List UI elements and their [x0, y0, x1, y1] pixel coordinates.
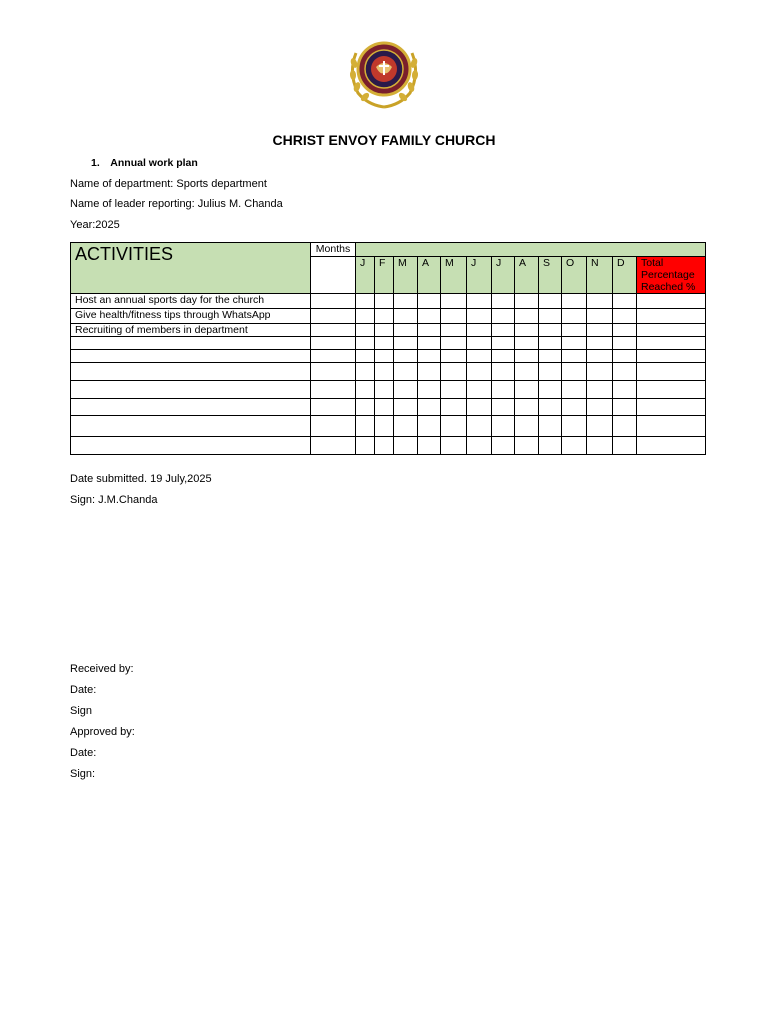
- total-cell: [637, 309, 706, 324]
- month-cell: [418, 381, 441, 399]
- month-cell: [375, 324, 394, 337]
- approved-date: Date:: [70, 747, 97, 759]
- activity-cell: Host an annual sports day for the church: [71, 294, 311, 309]
- months-header-band: [356, 243, 706, 257]
- total-cell: [637, 337, 706, 350]
- month-cell: [356, 437, 375, 455]
- month-cell: [441, 324, 467, 337]
- month-cell: [539, 416, 562, 437]
- month-cell: [492, 309, 515, 324]
- month-cell: [394, 337, 418, 350]
- activity-cell: [71, 350, 311, 363]
- month-cell: [394, 399, 418, 416]
- month-cell: [467, 437, 492, 455]
- received-by: Received by:: [70, 663, 134, 675]
- month-cell: [587, 363, 613, 381]
- month-header: O: [562, 257, 587, 294]
- table-row: [71, 350, 706, 363]
- months-cell: [311, 350, 356, 363]
- month-cell: [492, 294, 515, 309]
- month-cell: [418, 309, 441, 324]
- month-cell: [613, 363, 637, 381]
- month-cell: [613, 381, 637, 399]
- month-cell: [613, 337, 637, 350]
- month-cell: [467, 294, 492, 309]
- month-cell: [467, 324, 492, 337]
- month-cell: [587, 309, 613, 324]
- month-cell: [562, 437, 587, 455]
- table-row: [71, 309, 706, 324]
- activity-cell: [71, 381, 311, 399]
- month-cell: [587, 337, 613, 350]
- table-row: [71, 416, 706, 437]
- month-cell: [418, 363, 441, 381]
- activity-cell: [71, 337, 311, 350]
- date-submitted: Date submitted. 19 July,2025: [70, 473, 212, 485]
- section-title: Annual work plan: [110, 157, 198, 169]
- received-date: Date:: [70, 684, 97, 696]
- month-cell: [562, 399, 587, 416]
- table-row: [71, 337, 706, 350]
- month-header: D: [613, 257, 637, 294]
- month-cell: [418, 350, 441, 363]
- months-cell: [311, 324, 356, 337]
- month-cell: [356, 337, 375, 350]
- month-cell: [613, 437, 637, 455]
- month-cell: [375, 294, 394, 309]
- month-cell: [562, 337, 587, 350]
- activity-cell: [71, 437, 311, 455]
- total-percentage-header: Total Percentage Reached %: [637, 257, 706, 294]
- total-cell: [637, 437, 706, 455]
- month-cell: [441, 337, 467, 350]
- church-seal-icon: [346, 33, 422, 109]
- months-cell: [311, 437, 356, 455]
- month-cell: [441, 350, 467, 363]
- month-header: A: [515, 257, 539, 294]
- activity-cell: [71, 399, 311, 416]
- month-cell: [418, 324, 441, 337]
- month-cell: [562, 294, 587, 309]
- month-cell: [613, 416, 637, 437]
- month-cell: [467, 381, 492, 399]
- table-row: [71, 437, 706, 455]
- months-cell: [311, 399, 356, 416]
- months-cell: [311, 337, 356, 350]
- month-cell: [515, 416, 539, 437]
- month-cell: [515, 399, 539, 416]
- month-cell: [356, 363, 375, 381]
- month-cell: [515, 437, 539, 455]
- section-heading: [91, 157, 198, 169]
- activities-header: ACTIVITIES: [71, 243, 311, 294]
- month-cell: [515, 350, 539, 363]
- month-cell: [613, 324, 637, 337]
- month-cell: [492, 337, 515, 350]
- total-cell: [637, 416, 706, 437]
- table-row: [71, 294, 706, 309]
- month-header: N: [587, 257, 613, 294]
- activity-cell: Recruiting of members in department: [71, 324, 311, 337]
- table-row: [71, 381, 706, 399]
- month-cell: [394, 350, 418, 363]
- month-cell: [562, 350, 587, 363]
- month-header: M: [394, 257, 418, 294]
- activity-cell: Give health/fitness tips through WhatsApp: [71, 309, 311, 324]
- table-row: [71, 363, 706, 381]
- total-cell: [637, 399, 706, 416]
- month-cell: [539, 437, 562, 455]
- table-row: [71, 324, 706, 337]
- months-subheader-blank: [311, 257, 356, 294]
- months-cell: [311, 309, 356, 324]
- month-cell: [515, 309, 539, 324]
- month-cell: [539, 399, 562, 416]
- month-cell: [441, 437, 467, 455]
- activity-cell: [71, 363, 311, 381]
- month-cell: [418, 294, 441, 309]
- month-cell: [394, 324, 418, 337]
- total-cell: [637, 324, 706, 337]
- month-cell: [562, 324, 587, 337]
- month-cell: [356, 294, 375, 309]
- month-cell: [356, 381, 375, 399]
- month-cell: [587, 399, 613, 416]
- months-cell: [311, 294, 356, 309]
- month-cell: [356, 416, 375, 437]
- month-cell: [613, 399, 637, 416]
- month-cell: [418, 416, 441, 437]
- month-header: J: [467, 257, 492, 294]
- month-cell: [467, 363, 492, 381]
- total-cell: [637, 363, 706, 381]
- month-cell: [467, 416, 492, 437]
- month-cell: [356, 324, 375, 337]
- month-cell: [613, 294, 637, 309]
- month-cell: [467, 309, 492, 324]
- submitter-sign: Sign: J.M.Chanda: [70, 494, 158, 506]
- month-cell: [375, 416, 394, 437]
- month-cell: [587, 381, 613, 399]
- section-number: 1.: [91, 157, 100, 169]
- month-cell: [418, 399, 441, 416]
- leader-line: Name of leader reporting: Julius M. Chanda: [70, 198, 283, 210]
- month-cell: [587, 416, 613, 437]
- month-header: J: [356, 257, 375, 294]
- months-cell: [311, 363, 356, 381]
- month-cell: [587, 350, 613, 363]
- month-cell: [418, 437, 441, 455]
- month-cell: [492, 350, 515, 363]
- month-cell: [441, 416, 467, 437]
- month-cell: [539, 381, 562, 399]
- month-cell: [394, 294, 418, 309]
- received-sign: Sign: [70, 705, 93, 717]
- month-cell: [587, 324, 613, 337]
- month-cell: [492, 437, 515, 455]
- table-row: [71, 399, 706, 416]
- month-cell: [587, 437, 613, 455]
- month-cell: [562, 309, 587, 324]
- month-cell: [562, 381, 587, 399]
- month-cell: [467, 399, 492, 416]
- month-cell: [375, 350, 394, 363]
- month-cell: [587, 294, 613, 309]
- annual-plan-table: [70, 242, 706, 455]
- month-cell: [418, 337, 441, 350]
- month-cell: [394, 363, 418, 381]
- department-line: Name of department: Sports department: [70, 178, 267, 190]
- month-cell: [539, 350, 562, 363]
- month-cell: [441, 309, 467, 324]
- month-cell: [562, 363, 587, 381]
- month-cell: [492, 381, 515, 399]
- month-cell: [441, 381, 467, 399]
- month-cell: [492, 363, 515, 381]
- month-cell: [492, 416, 515, 437]
- month-cell: [613, 350, 637, 363]
- month-cell: [441, 399, 467, 416]
- month-cell: [394, 437, 418, 455]
- month-cell: [441, 363, 467, 381]
- month-cell: [515, 294, 539, 309]
- month-header: M: [441, 257, 467, 294]
- month-cell: [441, 294, 467, 309]
- month-cell: [492, 399, 515, 416]
- month-cell: [394, 381, 418, 399]
- approved-by: Approved by:: [70, 726, 135, 738]
- month-cell: [515, 324, 539, 337]
- month-cell: [539, 337, 562, 350]
- year-line: Year:2025: [70, 219, 120, 231]
- month-cell: [539, 363, 562, 381]
- church-name: CHRIST ENVOY FAMILY CHURCH: [272, 132, 496, 148]
- month-cell: [613, 309, 637, 324]
- total-cell: [637, 350, 706, 363]
- month-cell: [356, 350, 375, 363]
- months-cell: [311, 381, 356, 399]
- month-cell: [539, 324, 562, 337]
- month-cell: [492, 324, 515, 337]
- month-cell: [356, 399, 375, 416]
- month-cell: [394, 416, 418, 437]
- month-header: S: [539, 257, 562, 294]
- months-header: Months: [311, 243, 356, 257]
- activity-cell: [71, 416, 311, 437]
- month-cell: [515, 381, 539, 399]
- month-header: A: [418, 257, 441, 294]
- month-cell: [515, 337, 539, 350]
- month-cell: [562, 416, 587, 437]
- approved-sign: Sign:: [70, 768, 96, 780]
- month-cell: [394, 309, 418, 324]
- month-cell: [375, 437, 394, 455]
- total-cell: [637, 294, 706, 309]
- month-header: F: [375, 257, 394, 294]
- months-cell: [311, 416, 356, 437]
- month-cell: [515, 363, 539, 381]
- month-cell: [375, 309, 394, 324]
- month-cell: [539, 309, 562, 324]
- month-cell: [539, 294, 562, 309]
- month-cell: [375, 399, 394, 416]
- month-cell: [467, 337, 492, 350]
- month-cell: [375, 363, 394, 381]
- month-cell: [375, 381, 394, 399]
- month-cell: [356, 309, 375, 324]
- month-cell: [467, 350, 492, 363]
- month-header: J: [492, 257, 515, 294]
- total-cell: [637, 381, 706, 399]
- month-cell: [375, 337, 394, 350]
